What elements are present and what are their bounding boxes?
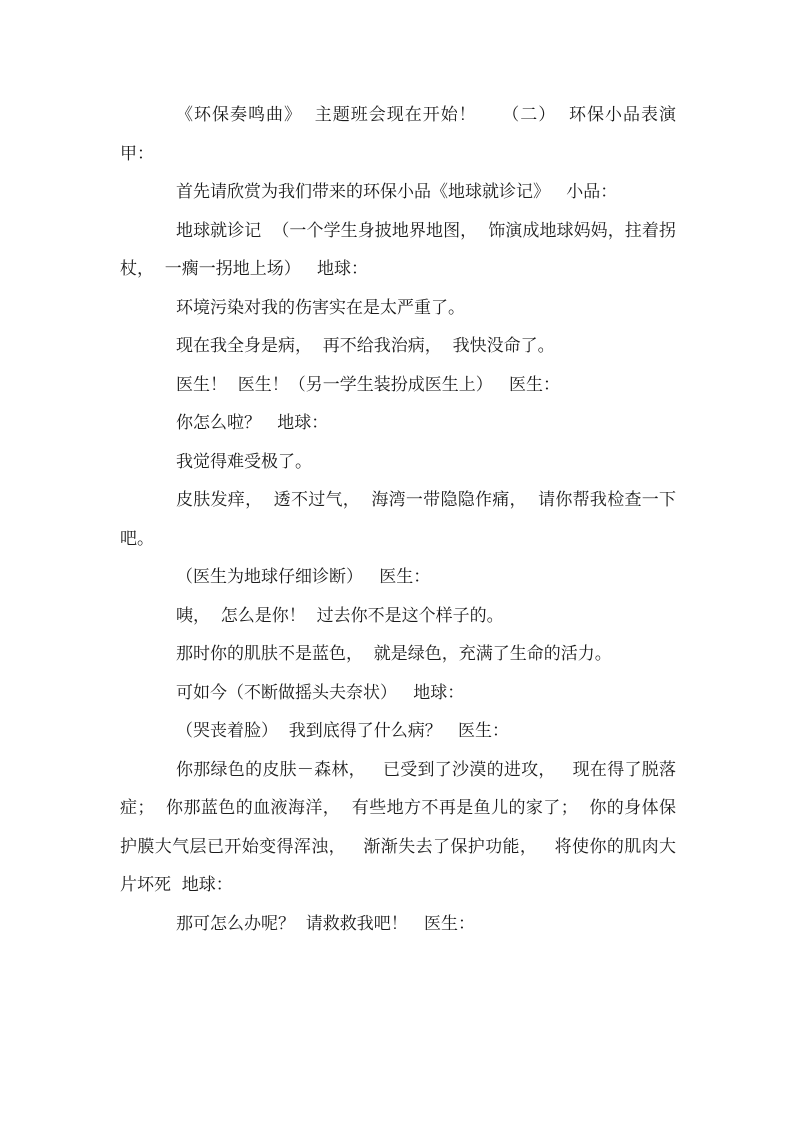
paragraph: 那可怎么办呢？ 请救救我吧！ 医生： xyxy=(176,913,476,934)
document-body xyxy=(120,96,687,943)
paragraph: 你那绿色的皮肤－森林， 已受到了沙漠的进攻， 现在得了脱落症； 你那蓝色的血液海洋， 有些地方不再是鱼儿的家了； 你的身体保护膜大气层已开始变得浑浊， 渐渐失去了保护功能， 将使你的肌肉大片坏死 地球： xyxy=(120,759,676,895)
paragraph: 首先请欣赏为我们带来的环保小品《地球就诊记》 小品： xyxy=(176,182,618,202)
paragraph: 《环保奏鸣曲》 主题班会现在开始！ （二） 环保小品表演 甲： xyxy=(120,105,687,164)
paragraph: 环境污染对我的伤害实在是太严重了。 xyxy=(176,297,465,318)
paragraph: 你怎么啦？ 地球： xyxy=(176,413,329,433)
paragraph: 现在我全身是病， 再不给我治病， 我快没命了。 xyxy=(176,336,555,356)
paragraph: 医生！ 医生！（另一学生装扮成医生上） 医生： xyxy=(176,374,561,395)
paragraph: （哭丧着脸） 我到底得了什么病？ 医生： xyxy=(176,721,510,741)
paragraph: 可如今（不断做摇头夫奈状） 地球： xyxy=(176,682,465,703)
paragraph: （医生为地球仔细诊断） 医生： xyxy=(176,567,431,587)
paragraph: 那时你的肌肤不是蓝色， 就是绿色，充满了生命的活力。 xyxy=(176,644,612,664)
paragraph: 咦， 怎么是你！ 过去你不是这个样子的。 xyxy=(176,605,504,626)
paragraph: 地球就诊记 （一个学生身披地界地图， 饰演成地球妈妈，拄着拐杖， 一瘸一拐地上场） 地球： xyxy=(120,220,676,279)
paragraph: 我觉得难受极了。 xyxy=(176,451,312,472)
paragraph: 皮肤发痒， 透不过气， 海湾一带隐隐作痛， 请你帮我检查一下吧。 xyxy=(120,490,676,549)
